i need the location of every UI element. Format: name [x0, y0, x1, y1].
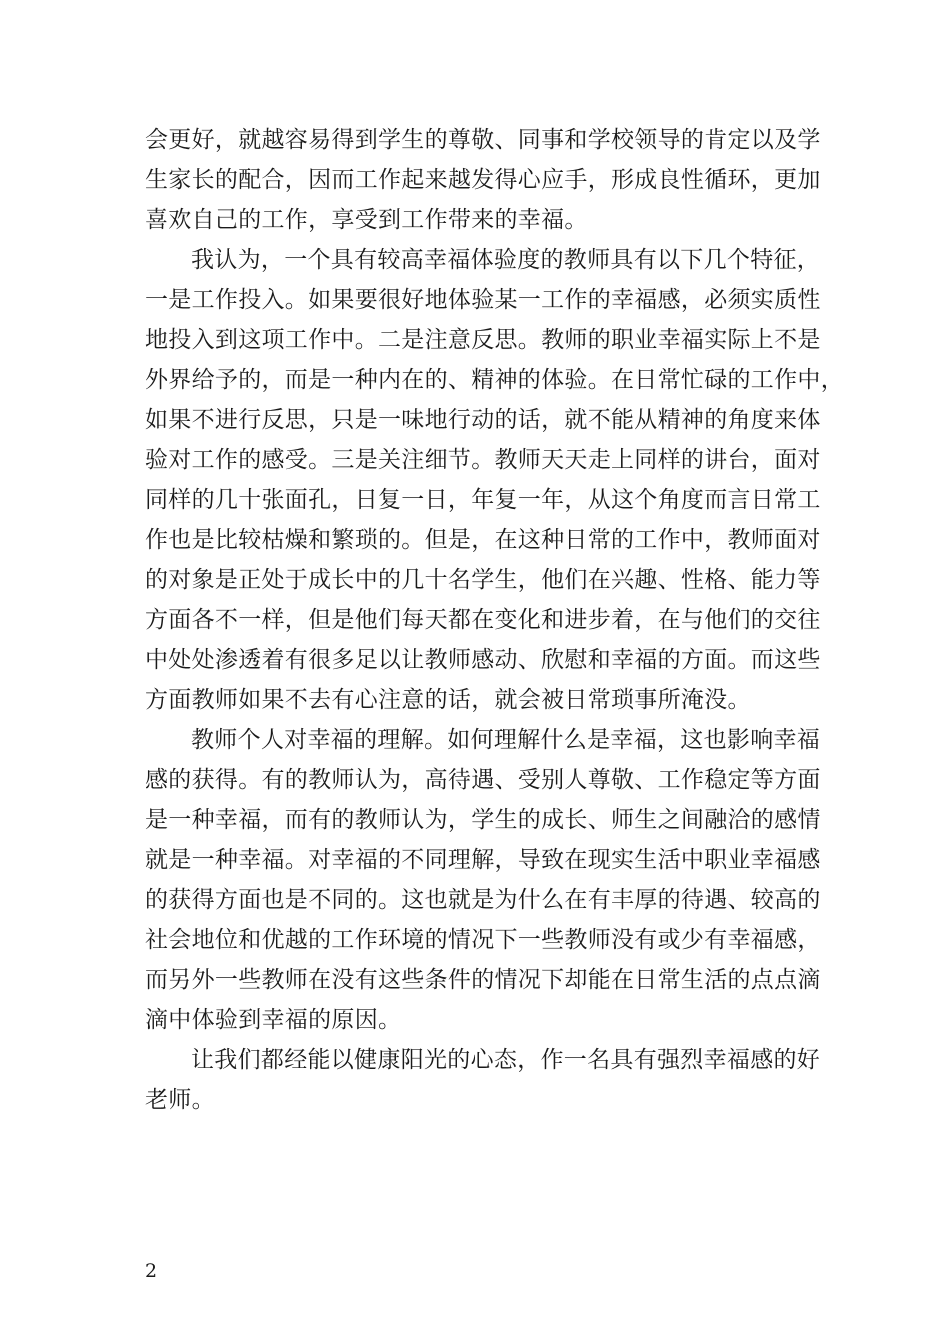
text-line: 方面教师如果不去有心注意的话，就会被日常琐事所淹没。	[145, 687, 751, 713]
text-line: 同样的几十张面孔，日复一日，年复一年，从这个角度而言日常工	[145, 487, 821, 513]
text-line: 验对工作的感受。三是关注细节。教师天天走上同样的讲台，面对	[145, 447, 821, 473]
text-line: 社会地位和优越的工作环境的情况下一些教师没有或少有幸福感，	[145, 927, 821, 953]
text-line: 的对象是正处于成长中的几十名学生，他们在兴趣、性格、能力等	[145, 567, 821, 593]
text-line: 生家长的配合，因而工作起来越发得心应手，形成良性循环，更加	[145, 167, 821, 193]
text-line: 会更好，就越容易得到学生的尊敬、同事和学校领导的肯定以及学	[145, 127, 821, 153]
text-line: 老师。	[145, 1087, 215, 1113]
page-number: 2	[145, 1260, 158, 1282]
text-line: 是一种幸福，而有的教师认为，学生的成长、师生之间融洽的感情	[145, 807, 821, 833]
paragraph-first-line: 教师个人对幸福的理解。如何理解什么是幸福，这也影响幸福	[191, 727, 821, 753]
paragraph-first-line: 我认为，一个具有较高幸福体验度的教师具有以下几个特征，	[191, 247, 821, 273]
text-line: 就是一种幸福。对幸福的不同理解，导致在现实生活中职业幸福感	[145, 847, 821, 873]
text-line: 一是工作投入。如果要很好地体验某一工作的幸福感，必须实质性	[145, 287, 821, 313]
text-line: 中处处渗透着有很多足以让教师感动、欣慰和幸福的方面。而这些	[145, 647, 821, 673]
text-line: 如果不进行反思，只是一味地行动的话，就不能从精神的角度来体	[145, 407, 821, 433]
text-line: 地投入到这项工作中。二是注意反思。教师的职业幸福实际上不是	[145, 327, 821, 353]
text-line: 感的获得。有的教师认为，高待遇、受别人尊敬、工作稳定等方面	[145, 767, 821, 793]
text-line: 方面各不一样，但是他们每天都在变化和进步着，在与他们的交往	[145, 607, 821, 633]
text-line: 外界给予的，而是一种内在的、精神的体验。在日常忙碌的工作中，	[145, 367, 844, 393]
text-line: 滴中体验到幸福的原因。	[145, 1007, 402, 1033]
body-text	[145, 120, 844, 1120]
text-line: 的获得方面也是不同的。这也就是为什么在有丰厚的待遇、较高的	[145, 887, 821, 913]
paragraph-first-line: 让我们都经能以健康阳光的心态，作一名具有强烈幸福感的好	[191, 1047, 821, 1073]
text-line: 而另外一些教师在没有这些条件的情况下却能在日常生活的点点滴	[145, 967, 821, 993]
text-line: 喜欢自己的工作，享受到工作带来的幸福。	[145, 207, 588, 233]
text-line: 作也是比较枯燥和繁琐的。但是，在这种日常的工作中，教师面对	[145, 527, 821, 553]
